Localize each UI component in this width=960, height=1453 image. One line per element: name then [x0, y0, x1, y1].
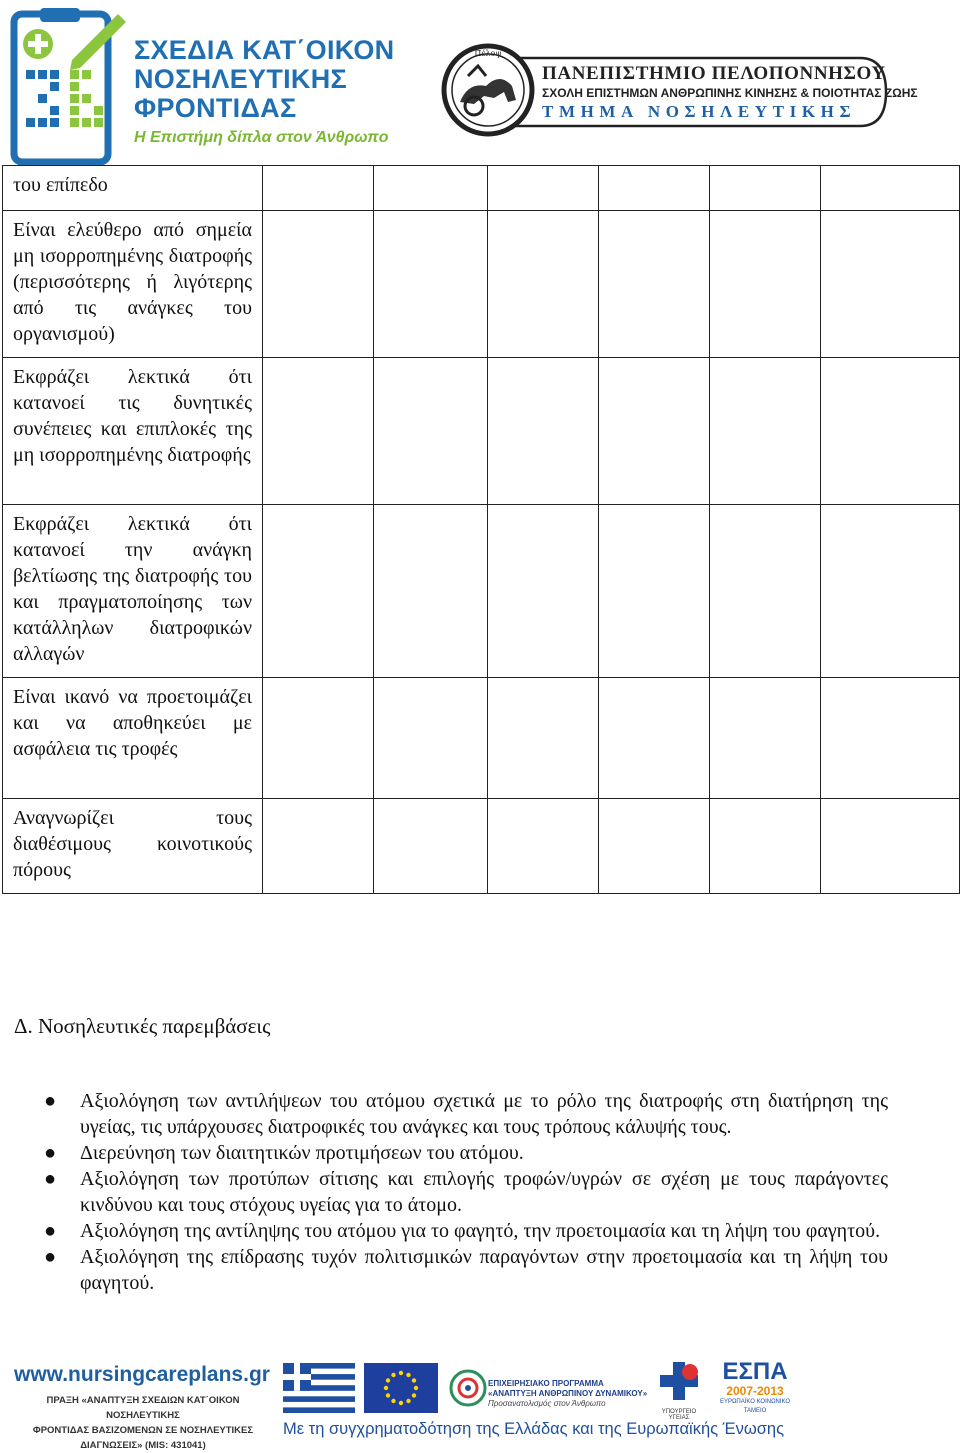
table-cell — [710, 799, 821, 894]
ministry-logo — [654, 1360, 704, 1421]
project-line-3: ΔΙΑΓΝΩΣΕΙΣ» (MIS: 431041) — [80, 1440, 206, 1451]
espa-years: 2007-2013 — [726, 1384, 784, 1398]
bullet-icon: ● — [44, 1168, 57, 1190]
outcome-label: Εκφράζει λεκτικά ότι κατανοεί την ανάγκη βελτίωσης της διατροφής του και πραγματοποίησης των κατάλληλων διατροφικών αλλαγών — [3, 505, 263, 678]
university-block — [542, 63, 918, 123]
list-item — [42, 1140, 888, 1166]
table-cell — [710, 358, 821, 505]
table-cell — [374, 799, 488, 894]
table-cell — [488, 211, 599, 358]
bullet-icon: ● — [44, 1142, 57, 1164]
table-cell — [263, 505, 374, 678]
footer-site-link[interactable]: www.nursingcareplans.gr — [14, 1363, 270, 1386]
project-line-1: ΠΡΑΞΗ «ΑΝΑΠΤΥΞΗ ΣΧΕΔΙΩΝ ΚΑΤ΄ΟΙΚΟΝ ΝΟΣΗΛΕΥΤΙΚΗΣ — [46, 1395, 240, 1421]
program-line-3: Προσανατολισμός στον Άνθρωπο — [488, 1399, 606, 1408]
university-name: ΠΑΝΕΠΙΣΤΗΜΙΟ ΠΕΛΟΠΟΝΝΗΣΟΥ — [542, 63, 886, 84]
interventions-list — [42, 1088, 888, 1296]
table-cell — [488, 678, 599, 799]
espa-note: ΕΥΡΩΠΑΪΚΟ ΚΟΙΝΩΝΙΚΟ ΤΑΜΕΙΟ — [719, 1399, 791, 1414]
table-cell — [599, 505, 710, 678]
table-cell — [710, 166, 821, 211]
table-cell — [488, 166, 599, 211]
table-row — [3, 799, 960, 894]
table-cell — [488, 358, 599, 505]
table-cell — [374, 505, 488, 678]
table-cell — [821, 505, 960, 678]
outcome-label: Εκφράζει λεκτικά ότι κατανοεί τις δυνητικές συνέπειες και επιπλοκές της μη ισορροπημένης διατροφής — [3, 358, 263, 505]
table-cell — [821, 211, 960, 358]
table-cell — [374, 678, 488, 799]
school-name: ΣΧΟΛΗ ΕΠΙΣΤΗΜΩΝ ΑΝΘΡΩΠΙΝΗΣ ΚΙΝΗΣΗΣ & ΠΟΙΟΤΗΤΑΣ ΖΩΗΣ — [542, 86, 918, 100]
table-cell — [599, 211, 710, 358]
program-line-2: «ΑΝΑΠΤΥΞΗ ΑΝΘΡΩΠΙΝΟΥ ΔΥΝΑΜΙΚΟΥ» — [488, 1389, 648, 1398]
table-cell — [710, 678, 821, 799]
list-item — [42, 1166, 888, 1218]
clipboard-logo-icon — [10, 8, 130, 166]
bullet-icon: ● — [44, 1246, 57, 1268]
program-line-1: ΕΠΙΧΕΙΡΗΣΙΑΚΟ ΠΡΟΓΡΑΜΜΑ — [488, 1379, 604, 1388]
table-cell — [821, 166, 960, 211]
bullet-icon: ● — [44, 1090, 57, 1112]
list-item-text: Αξιολόγηση της αντίληψης του ατόμου για το φαγητό, την προετοιμασία και τη λήψη του φαγητού. — [80, 1220, 881, 1242]
table-cell — [374, 358, 488, 505]
table-cell — [599, 678, 710, 799]
table-cell — [821, 799, 960, 894]
list-item-text: Αξιολόγηση των αντιλήψεων του ατόμου σχετικά με το ρόλο της διατροφής στη διατήρηση της υγείας, τις υπάρχουσες διατροφικές του ανάγκες και τους τρόπους κάλυψής τους. — [80, 1090, 888, 1138]
greek-flag-icon — [283, 1363, 355, 1413]
list-item-text: Διερεύνηση των διαιτητικών προτιμήσεων του ατόμου. — [80, 1142, 524, 1164]
list-item — [42, 1088, 888, 1140]
table-cell — [821, 678, 960, 799]
ministry-cross-icon — [654, 1360, 704, 1404]
outcome-label: Είναι ελεύθερο από σημεία μη ισορροπημένης διατροφής (περισσότερης ή λιγότερης από τις ανάγκες του οργανισμού) — [3, 211, 263, 358]
table-row — [3, 211, 960, 358]
table-row — [3, 358, 960, 505]
outcomes-table — [2, 165, 960, 894]
table-row — [3, 166, 960, 211]
table-cell — [599, 166, 710, 211]
list-item — [42, 1218, 888, 1244]
espa-logo — [712, 1360, 798, 1414]
ministry-label: ΥΠΟΥΡΓΕΙΟ ΥΓΕΙΑΣ — [661, 1409, 697, 1421]
outcome-label: Αναγνωρίζει τους διαθέσιμους κοινοτικούς πόρους — [3, 799, 263, 894]
cofunding-note: Με τη συγχρηματοδότηση της Ελλάδας και της Ευρωπαϊκής Ένωσης — [283, 1420, 785, 1438]
list-item — [42, 1244, 888, 1296]
table-cell — [263, 678, 374, 799]
table-cell — [263, 211, 374, 358]
table-cell — [710, 211, 821, 358]
table-cell — [821, 358, 960, 505]
table-cell — [263, 166, 374, 211]
section-title: Δ. Νοσηλευτικές παρεμβάσεις — [14, 1014, 271, 1038]
table-cell — [599, 358, 710, 505]
brand-line-1: ΣΧΕΔΙΑ ΚΑΤ΄ΟΙΚΟΝ — [134, 35, 395, 65]
seal-text: Πέλοψ — [474, 49, 502, 58]
espa-title: ΕΣΠΑ — [722, 1358, 788, 1385]
bullet-icon: ● — [44, 1220, 57, 1242]
table-cell — [263, 358, 374, 505]
program-text — [488, 1379, 647, 1409]
outcome-label: Είναι ικανό να προετοιμάζει και να αποθηκεύει με ασφάλεια τις τροφές — [3, 678, 263, 799]
project-line-2: ΦΡΟΝΤΙΔΑΣ ΒΑΣΙΖΟΜΕΝΩΝ ΣΕ ΝΟΣΗΛΕΥΤΙΚΕΣ — [32, 1425, 254, 1436]
outcome-label: του επίπεδο — [3, 166, 263, 211]
brand-line-3: ΦΡΟΝΤΙΔΑΣ — [134, 93, 297, 123]
footer-project-block — [14, 1393, 272, 1453]
department-name: ΤΜΗΜΑ ΝΟΣΗΛΕΥΤΙΚΗΣ — [542, 102, 857, 121]
table-cell — [374, 166, 488, 211]
table-cell — [488, 505, 599, 678]
table-cell — [488, 799, 599, 894]
brand-line-2: ΝΟΣΗΛΕΥΤΙΚΗΣ — [134, 64, 348, 94]
brand-tagline: Η Επιστήμη δίπλα στον Άνθρωπο — [134, 129, 389, 146]
table-row — [3, 678, 960, 799]
table-cell — [599, 799, 710, 894]
brand-block — [134, 36, 394, 147]
list-item-text: Αξιολόγηση των προτύπων σίτισης και επιλογής τροφών/υγρών σε σχέση με τους παράγοντες κινδύνου και τους στόχους υγείας για το άτομο. — [80, 1168, 888, 1216]
list-item-text: Αξιολόγηση της επίδρασης τυχόν πολιτισμικών παραγόντων στην προετοιμασία και τη λήψη του φαγητού. — [80, 1246, 888, 1294]
eu-flag-icon — [364, 1363, 438, 1413]
table-cell — [263, 799, 374, 894]
table-cell — [374, 211, 488, 358]
table-cell — [710, 505, 821, 678]
table-row — [3, 505, 960, 678]
